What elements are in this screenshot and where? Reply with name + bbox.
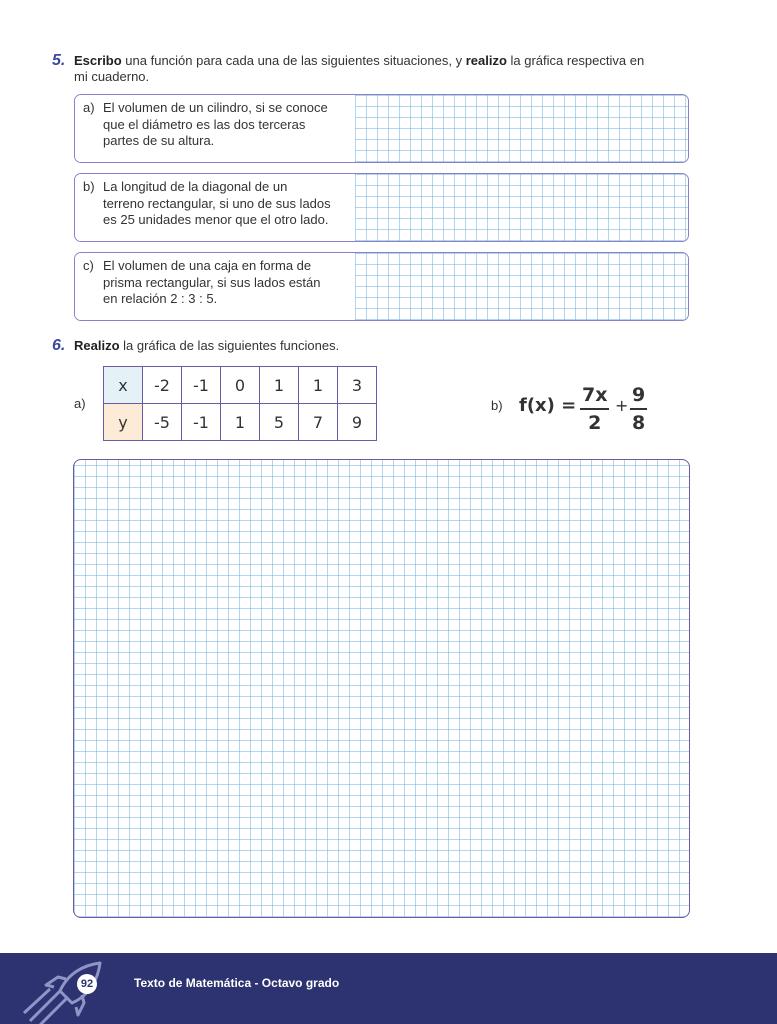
situation-a-answer-grid[interactable] xyxy=(355,95,688,162)
situation-b-letter: b) xyxy=(83,179,95,194)
question-5-prompt xyxy=(74,53,699,85)
table-cell-x: -2 xyxy=(143,367,182,404)
question-6-text: la gráfica de las siguientes funciones. xyxy=(119,338,340,353)
fraction-1 xyxy=(580,384,609,434)
table-cell-y: 5 xyxy=(260,404,299,441)
situation-a-line-3: partes de su altura. xyxy=(103,133,215,148)
fraction-2-denominator: 8 xyxy=(632,412,646,434)
question-6-prompt xyxy=(74,338,339,354)
page-footer xyxy=(0,953,777,1024)
table-cell-x: 0 xyxy=(221,367,260,404)
table-cell-x: 3 xyxy=(338,367,377,404)
fraction-2 xyxy=(630,384,647,434)
table-cell-y: -5 xyxy=(143,404,182,441)
situation-b-line-3: es 25 unidades menor que el otro lado. xyxy=(103,212,329,227)
situation-b-text xyxy=(75,174,355,241)
table-cell-x: 1 xyxy=(260,367,299,404)
values-table-row-x xyxy=(104,367,377,404)
question-5-text-3: mi cuaderno. xyxy=(74,69,150,84)
fraction-1-denominator: 2 xyxy=(588,412,602,434)
footer-title: Texto de Matemática - Octavo grado xyxy=(134,976,340,990)
question-5-verb-1: Escribo xyxy=(74,53,122,68)
table-header-y: y xyxy=(104,404,143,441)
page-number: 92 xyxy=(77,974,97,994)
situation-a-letter: a) xyxy=(83,100,95,115)
situation-c-line-2: prisma rectangular, si sus lados están xyxy=(103,274,321,290)
values-table-row-y xyxy=(104,404,377,441)
table-cell-y: 9 xyxy=(338,404,377,441)
function-expression xyxy=(519,395,576,416)
situation-c-letter: c) xyxy=(83,258,94,273)
question-5-number: 5. xyxy=(52,52,66,69)
situation-a-text xyxy=(75,95,355,162)
values-table xyxy=(103,366,377,441)
question-6-number: 6. xyxy=(52,337,66,354)
question-5-text-1: una función para cada una de las siguientes situaciones, y xyxy=(121,53,466,68)
plus-sign: + xyxy=(615,396,629,415)
situation-box-c xyxy=(74,252,689,321)
graph-grid[interactable] xyxy=(73,459,690,918)
situation-b-line-1: La longitud de la diagonal de un xyxy=(103,179,288,194)
table-header-x: x xyxy=(104,367,143,404)
situation-box-a xyxy=(74,94,689,163)
part-b-label: b) xyxy=(491,398,503,413)
situation-b-line-2: terreno rectangular, si uno de sus lados xyxy=(103,195,331,211)
table-cell-x: -1 xyxy=(182,367,221,404)
situation-c-answer-grid[interactable] xyxy=(355,253,688,320)
function-name: f(x) = xyxy=(519,395,577,416)
fraction-2-numerator: 9 xyxy=(630,384,647,410)
rocket-icon xyxy=(20,953,110,1024)
situation-b-answer-grid[interactable] xyxy=(355,174,688,241)
table-cell-y: 1 xyxy=(221,404,260,441)
fraction-1-numerator: 7x xyxy=(580,384,609,410)
question-5-verb-2: realizo xyxy=(465,53,507,68)
table-cell-y: -1 xyxy=(182,404,221,441)
situation-c-text xyxy=(75,253,355,320)
part-a-label: a) xyxy=(74,396,86,411)
table-cell-x: 1 xyxy=(299,367,338,404)
situation-c-line-1: El volumen de una caja en forma de xyxy=(103,258,312,273)
situation-a-line-2: que el diámetro es las dos terceras xyxy=(103,116,306,132)
question-5-text-2: la gráfica respectiva en xyxy=(506,53,645,68)
situation-c-line-3: en relación 2 : 3 : 5. xyxy=(103,291,218,306)
situation-box-b xyxy=(74,173,689,242)
table-cell-y: 7 xyxy=(299,404,338,441)
question-6-verb: Realizo xyxy=(74,338,120,353)
situation-a-line-1: El volumen de un cilindro, si se conoce xyxy=(103,100,328,115)
